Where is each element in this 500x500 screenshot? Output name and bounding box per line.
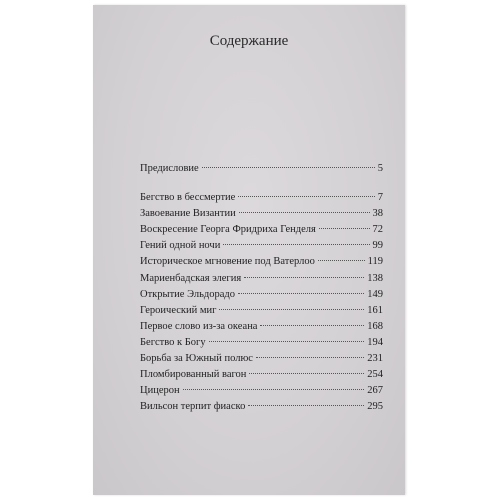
toc-entry-page: 72: [372, 224, 383, 236]
toc-entry: [140, 271, 383, 287]
toc-entry-title: Предисловие: [140, 163, 199, 174]
dot-leader: [238, 196, 374, 197]
toc-entry: [140, 399, 383, 415]
toc-entry-title: Цицерон: [140, 385, 180, 397]
toc-entry: [140, 161, 383, 177]
toc-entry-title: Историческое мгновение под Ватерлоо: [140, 256, 315, 268]
toc-entry-title: Бегство к Богу: [140, 336, 206, 348]
toc-entry-page: 7: [377, 192, 383, 204]
dot-leader: [318, 260, 365, 261]
toc-entry: [140, 351, 383, 367]
toc-entry: [140, 303, 383, 319]
toc-entry-page: 138: [367, 272, 383, 284]
toc-entry-page: 119: [367, 256, 383, 268]
toc-entry: [140, 206, 383, 222]
dot-leader: [209, 341, 365, 342]
toc-entry-title: Завоевание Византии: [140, 208, 236, 220]
toc-entry: [140, 287, 383, 303]
toc-entry: [140, 319, 383, 335]
toc-entry-title: Открытие Эльдорадо: [140, 288, 235, 300]
toc-entry-page: 254: [367, 369, 383, 381]
toc-entry-title: Воскресение Георга Фридриха Генделя: [140, 224, 316, 236]
dot-leader: [223, 244, 369, 245]
toc-entry-page: 168: [367, 320, 383, 332]
toc-entry-title: Первое слово из-за океана: [140, 320, 258, 332]
dot-leader: [183, 389, 365, 390]
toc-entry-title: Героический миг: [140, 304, 217, 316]
toc-entry: [140, 238, 383, 254]
toc-entry-title: Мариенбадская элегия: [140, 272, 242, 284]
page-title: Содержание: [209, 33, 289, 49]
dot-leader: [219, 309, 364, 310]
toc-entry-page: 99: [372, 240, 383, 252]
toc-entry: [140, 254, 383, 270]
dot-leader: [248, 405, 364, 406]
table-of-contents: [140, 161, 383, 415]
dot-leader: [238, 293, 364, 294]
toc-entry-page: 161: [367, 304, 383, 316]
toc-entry-page: 149: [367, 288, 383, 300]
dot-leader: [239, 212, 370, 213]
toc-entry-page: 231: [367, 353, 383, 365]
toc-entry-page: 267: [367, 385, 383, 397]
dot-leader: [260, 325, 364, 326]
toc-entry-page: 5: [377, 163, 383, 174]
toc-entry-page: 194: [367, 336, 383, 348]
toc-entry-title: Бегство в бессмертие: [140, 192, 236, 204]
dot-leader: [249, 373, 364, 374]
toc-entry: [140, 190, 383, 206]
toc-entry: [140, 383, 383, 399]
book-page: [93, 5, 405, 495]
toc-entry-title: Гений одной ночи: [140, 240, 221, 252]
toc-entry-title: Борьба за Южный полюс: [140, 353, 253, 365]
toc-entry-page: 38: [372, 208, 383, 220]
toc-entry-title: Пломбированный вагон: [140, 369, 247, 381]
dot-leader: [244, 277, 364, 278]
toc-entry: [140, 222, 383, 238]
toc-entry-page: 295: [367, 401, 383, 413]
dot-leader: [319, 228, 370, 229]
toc-entry: [140, 335, 383, 351]
toc-entry: [140, 367, 383, 383]
dot-leader: [256, 357, 364, 358]
toc-entry-title: Вильсон терпит фиаско: [140, 401, 246, 413]
dot-leader: [202, 167, 375, 168]
